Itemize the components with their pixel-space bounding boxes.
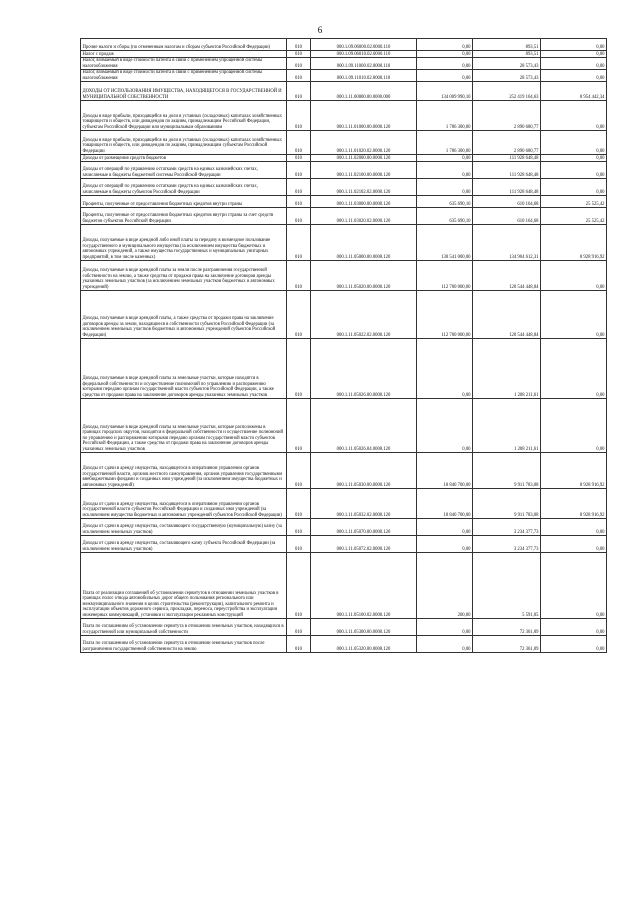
- row-line-code-cell: 010: [287, 261, 311, 291]
- row-budget-code-cell: 000.1.11.02102.02.0000.120: [311, 179, 417, 196]
- row-approved-cell: 112 700 000,00: [417, 291, 473, 339]
- row-approved-cell: 112 700 000,00: [417, 261, 473, 291]
- revenue-table: [80, 38, 607, 653]
- table-row: [81, 131, 607, 155]
- row-unexecuted-cell: 0,00: [541, 131, 607, 155]
- row-unexecuted-cell: 25 525,42: [541, 196, 607, 208]
- row-executed-cell: 252 419 164,63: [473, 82, 541, 101]
- row-name-cell: Доходы, получаемые в виде арендной платы за земельные участки, которые находятся в федеральной собственности и осуществление полномочий по управлению и распоряжению которыми передано органам государственной власти субъектов Российской Федерации, а также средства от продажи права на заключение договоров аренды указанных земельных участков: [81, 339, 287, 399]
- row-budget-code-cell: 000.1.11.02000.00.0000.120: [311, 155, 417, 162]
- row-executed-cell: 111 928 648,48: [473, 179, 541, 196]
- table-row: [81, 179, 607, 196]
- row-unexecuted-cell: 0,00: [541, 619, 607, 636]
- row-name-cell: Плата по соглашениям об установлении сервитута в отношении земельных участков, находящихся в государственной или муниципальной собственности: [81, 619, 287, 636]
- row-executed-cell: 120 544 448,84: [473, 261, 541, 291]
- row-approved-cell: 0,00: [417, 399, 473, 453]
- row-name-cell: Налог, взимаемый в виде стоимости патента в связи с применением упрощенной системы налогообложения: [81, 70, 287, 82]
- row-executed-cell: 5 591,05: [473, 553, 541, 619]
- row-approved-cell: 18 840 700,00: [417, 489, 473, 519]
- row-line-code-cell: 010: [287, 553, 311, 619]
- table-row: [81, 51, 607, 58]
- row-executed-cell: 28 573,43: [473, 58, 541, 70]
- row-line-code-cell: 010: [287, 208, 311, 225]
- row-unexecuted-cell: 0,00: [541, 536, 607, 553]
- table-row: [81, 82, 607, 101]
- row-budget-code-cell: 000.1.11.01000.00.0000.120: [311, 101, 417, 131]
- row-budget-code-cell: 000.1.11.05030.00.0000.120: [311, 453, 417, 489]
- row-unexecuted-cell: 0,00: [541, 339, 607, 399]
- row-executed-cell: 3 234 377,73: [473, 519, 541, 536]
- row-budget-code-cell: 000.1.11.05026.04.0000.120: [311, 399, 417, 453]
- row-executed-cell: 72 361,09: [473, 636, 541, 653]
- row-executed-cell: 2 890 680,77: [473, 101, 541, 131]
- row-approved-cell: 635 690,10: [417, 196, 473, 208]
- row-name-cell: Доходы в виде прибыли, приходящейся на доли в уставных (складочных) капиталах хозяйственных товариществ и обществ, или дивидендов по акциям, принадлежащим субъектам Российской Федерации: [81, 131, 287, 155]
- row-approved-cell: 0,00: [417, 339, 473, 399]
- table-row: [81, 339, 607, 399]
- row-name-cell: Проценты, полученные от предоставления бюджетных кредитов внутри страны: [81, 196, 287, 208]
- row-approved-cell: 0,00: [417, 162, 473, 179]
- row-budget-code-cell: 000.1.11.05026.00.0000.120: [311, 339, 417, 399]
- row-budget-code-cell: 000.1.11.02100.00.0000.120: [311, 162, 417, 179]
- row-name-cell: Доходы, получаемые в виде арендной платы за земельные участки, которые расположены в границах городских округов, находятся в федеральной собственности и осуществление полномочий по управлению и распоряжению которыми передано органам государственной власти субъектов Российской Федерации, а также средства от продажи права на заключение договоров аренды указанных земельных участков: [81, 399, 287, 453]
- row-line-code-cell: 010: [287, 51, 311, 58]
- row-name-cell: Доходы, получаемые в виде арендной платы за земли после разграничения государственной собственности на землю, а также средства от продажи права на заключение договоров аренды указанных земельных участков (за исключением земельных участков бюджетных и автономных учреждений): [81, 261, 287, 291]
- row-budget-code-cell: 000.1.11.03000.00.0000.120: [311, 196, 417, 208]
- row-line-code-cell: 010: [287, 101, 311, 131]
- row-approved-cell: 0,00: [417, 636, 473, 653]
- row-budget-code-cell: 000.1.11.05020.00.0000.120: [311, 261, 417, 291]
- row-name-cell: Доходы от сдачи в аренду имущества, находящегося в оперативном управлении органов государственной власти, органов местного самоуправления, органов управления государственными внебюджетными фондами и созданных ими учреждений (за исключением имущества бюджетных и автономных учреждений): [81, 453, 287, 489]
- row-approved-cell: 0,00: [417, 70, 473, 82]
- row-executed-cell: 111 928 648,48: [473, 155, 541, 162]
- row-budget-code-cell: 000.1.11.05022.02.0000.120: [311, 291, 417, 339]
- row-line-code-cell: 010: [287, 70, 311, 82]
- row-executed-cell: 72 361,09: [473, 619, 541, 636]
- row-unexecuted-cell: 0,00: [541, 70, 607, 82]
- row-name-cell: Доходы в виде прибыли, приходящейся на доли в уставных (складочных) капиталах хозяйственных товариществ и обществ, или дивидендов по акциям, принадлежащим Российской Федерации, субъектам Российской Федерации или муниципальным образованиям: [81, 101, 287, 131]
- row-budget-code-cell: 000.1.09.11010.02.0000.110: [311, 70, 417, 82]
- row-unexecuted-cell: 0,00: [541, 51, 607, 58]
- table-row: [81, 453, 607, 489]
- row-budget-code-cell: 000.1.11.05320.00.0000.120: [311, 636, 417, 653]
- row-executed-cell: 893,51: [473, 39, 541, 51]
- row-name-cell: Налог, взимаемый в виде стоимости патента в связи с применением упрощенной системы налогообложения: [81, 58, 287, 70]
- table-row: [81, 636, 607, 653]
- row-line-code-cell: 010: [287, 489, 311, 519]
- row-approved-cell: 1 786 300,00: [417, 131, 473, 155]
- row-approved-cell: 0,00: [417, 39, 473, 51]
- row-executed-cell: 120 544 448,84: [473, 291, 541, 339]
- row-executed-cell: 1 208 211,61: [473, 399, 541, 453]
- row-executed-cell: 134 904 612,31: [473, 225, 541, 261]
- row-name-cell: Доходы, получаемые в виде арендной платы, а также средства от продажи права на заключение договоров аренды за земли, находящиеся в собственности субъектов Российской Федерации (за исключением земельных участков бюджетных и автономных учреждений субъектов Российской Федерации): [81, 291, 287, 339]
- row-budget-code-cell: 000.1.11.00000.00.0000.000: [311, 82, 417, 101]
- row-approved-cell: 200,00: [417, 553, 473, 619]
- row-executed-cell: 610 164,68: [473, 208, 541, 225]
- table-row: [81, 162, 607, 179]
- row-name-cell: Плата по соглашениям об установлении сервитута в отношении земельных участков после разграничения государственной собственности на землю: [81, 636, 287, 653]
- row-unexecuted-cell: 0,00: [541, 636, 607, 653]
- row-approved-cell: 0,00: [417, 536, 473, 553]
- row-budget-code-cell: 000.1.11.05100.02.0000.120: [311, 553, 417, 619]
- row-line-code-cell: 010: [287, 536, 311, 553]
- row-name-cell: Доходы от сдачи в аренду имущества, составляющего государственную (муниципальную) казну (за исключением земельных участков): [81, 519, 287, 536]
- row-executed-cell: 3 234 377,73: [473, 536, 541, 553]
- row-name-cell: ДОХОДЫ ОТ ИСПОЛЬЗОВАНИЯ ИМУЩЕСТВА, НАХОДЯЩЕГОСЯ В ГОСУДАРСТВЕННОЙ И МУНИЦИПАЛЬНОЙ СОБСТВЕННОСТИ: [81, 82, 287, 101]
- row-approved-cell: 0,00: [417, 179, 473, 196]
- row-executed-cell: 2 890 680,77: [473, 131, 541, 155]
- row-line-code-cell: 010: [287, 339, 311, 399]
- row-unexecuted-cell: 25 525,42: [541, 208, 607, 225]
- row-unexecuted-cell: 0,00: [541, 179, 607, 196]
- row-unexecuted-cell: 0,00: [541, 399, 607, 453]
- table-row: [81, 489, 607, 519]
- row-unexecuted-cell: 0,00: [541, 39, 607, 51]
- row-line-code-cell: 010: [287, 131, 311, 155]
- table-row: [81, 519, 607, 536]
- table-row: [81, 619, 607, 636]
- row-executed-cell: 9 911 783,08: [473, 453, 541, 489]
- row-line-code-cell: 010: [287, 58, 311, 70]
- row-executed-cell: 111 928 648,48: [473, 162, 541, 179]
- table-row: [81, 39, 607, 51]
- table-row: [81, 196, 607, 208]
- row-unexecuted-cell: 8 954 442,34: [541, 82, 607, 101]
- row-unexecuted-cell: 8 928 916,92: [541, 225, 607, 261]
- row-unexecuted-cell: 0,00: [541, 519, 607, 536]
- row-line-code-cell: 010: [287, 179, 311, 196]
- row-executed-cell: 893,51: [473, 51, 541, 58]
- row-executed-cell: 9 911 783,08: [473, 489, 541, 519]
- row-line-code-cell: 010: [287, 619, 311, 636]
- row-approved-cell: 0,00: [417, 519, 473, 536]
- table-row: [81, 155, 607, 162]
- row-approved-cell: 635 690,10: [417, 208, 473, 225]
- row-line-code-cell: 010: [287, 196, 311, 208]
- row-approved-cell: 134 009 990,10: [417, 82, 473, 101]
- row-line-code-cell: 010: [287, 399, 311, 453]
- row-line-code-cell: 010: [287, 162, 311, 179]
- row-approved-cell: 0,00: [417, 58, 473, 70]
- row-budget-code-cell: 000.1.11.05070.00.0000.120: [311, 519, 417, 536]
- row-executed-cell: 610 164,68: [473, 196, 541, 208]
- table-row: [81, 399, 607, 453]
- row-line-code-cell: 010: [287, 291, 311, 339]
- table-row: [81, 225, 607, 261]
- row-approved-cell: 130 541 000,00: [417, 225, 473, 261]
- table-row: [81, 291, 607, 339]
- row-budget-code-cell: 000.1.09.06000.02.0000.110: [311, 39, 417, 51]
- row-line-code-cell: 010: [287, 636, 311, 653]
- table-row: [81, 101, 607, 131]
- row-unexecuted-cell: 0,00: [541, 162, 607, 179]
- row-unexecuted-cell: 0,00: [541, 261, 607, 291]
- row-unexecuted-cell: 0,00: [541, 291, 607, 339]
- table-row: [81, 261, 607, 291]
- row-line-code-cell: 010: [287, 519, 311, 536]
- row-name-cell: Доходы от размещения средств бюджетов: [81, 155, 287, 162]
- table-row: [81, 553, 607, 619]
- row-name-cell: Доходы от операций по управлению остатками средств на единых казначейских счетах, зачисляемые в бюджеты бюджетной системы Российской Федерации: [81, 162, 287, 179]
- row-budget-code-cell: 000.1.11.05000.00.0000.120: [311, 225, 417, 261]
- table-row: [81, 208, 607, 225]
- row-approved-cell: 0,00: [417, 155, 473, 162]
- row-approved-cell: 1 786 300,00: [417, 101, 473, 131]
- row-executed-cell: 1 208 211,61: [473, 339, 541, 399]
- row-budget-code-cell: 000.1.11.01020.02.0000.120: [311, 131, 417, 155]
- row-unexecuted-cell: 0,00: [541, 553, 607, 619]
- row-approved-cell: 0,00: [417, 619, 473, 636]
- row-name-cell: Плата от реализации соглашений об установлении сервитутов в отношении земельных участков в границах полос отвода автомобильных дорог общего пользования регионального или межмуниципального значения в целях строительства (реконструкции), капитального ремонта и эксплуатации объектов дорожного сервиса, прокладки, переноса, переустройства и эксплуатации инженерных коммуникаций, установки и эксплуатации рекламных конструкций: [81, 553, 287, 619]
- row-name-cell: Доходы, получаемые в виде арендной либо иной платы за передачу в возмездное пользование государственного и муниципального имущества (за исключением имущества бюджетных и автономных учреждений, а также имущества государственных и муниципальных унитарных предприятий, в том числе казенных): [81, 225, 287, 261]
- row-line-code-cell: 010: [287, 155, 311, 162]
- row-approved-cell: 18 840 700,00: [417, 453, 473, 489]
- row-executed-cell: 28 573,43: [473, 70, 541, 82]
- row-budget-code-cell: 000.1.11.05300.00.0000.120: [311, 619, 417, 636]
- row-unexecuted-cell: 0,00: [541, 155, 607, 162]
- table-row: [81, 58, 607, 70]
- row-unexecuted-cell: 8 928 916,92: [541, 453, 607, 489]
- row-name-cell: Доходы от операций по управлению остатками средств на единых казначейских счетах, зачисляемые в бюджеты субъектов Российской Федерации: [81, 179, 287, 196]
- row-budget-code-cell: 000.1.09.06010.02.0000.110: [311, 51, 417, 58]
- row-name-cell: Доходы от сдачи в аренду имущества, находящегося в оперативном управлении органов государственной власти субъектов Российской Федерации и созданных ими учреждений (за исключением имущества бюджетных и автономных учреждений субъектов Российской Федерации): [81, 489, 287, 519]
- page-number: 6: [317, 25, 323, 35]
- row-line-code-cell: 010: [287, 453, 311, 489]
- row-name-cell: Налог с продаж: [81, 51, 287, 58]
- row-line-code-cell: 010: [287, 82, 311, 101]
- row-budget-code-cell: 000.1.09.11000.02.0000.110: [311, 58, 417, 70]
- row-name-cell: Доходы от сдачи в аренду имущества, составляющего казну субъекта Российской Федерации (за исключением земельных участков): [81, 536, 287, 553]
- table-row: [81, 536, 607, 553]
- row-approved-cell: 0,00: [417, 51, 473, 58]
- row-unexecuted-cell: 0,00: [541, 58, 607, 70]
- row-line-code-cell: 010: [287, 39, 311, 51]
- row-name-cell: Проценты, полученные от предоставления бюджетных кредитов внутри страны за счет средств бюджетов субъектов Российской Федерации: [81, 208, 287, 225]
- row-name-cell: Прочие налоги и сборы (по отмененным налогам и сборам субъектов Российской Федерации): [81, 39, 287, 51]
- row-budget-code-cell: 000.1.11.05072.02.0000.120: [311, 536, 417, 553]
- row-unexecuted-cell: 8 928 916,92: [541, 489, 607, 519]
- row-budget-code-cell: 000.1.11.03020.02.0000.120: [311, 208, 417, 225]
- row-budget-code-cell: 000.1.11.05032.02.0000.120: [311, 489, 417, 519]
- table-row: [81, 70, 607, 82]
- row-line-code-cell: 010: [287, 225, 311, 261]
- row-unexecuted-cell: 0,00: [541, 101, 607, 131]
